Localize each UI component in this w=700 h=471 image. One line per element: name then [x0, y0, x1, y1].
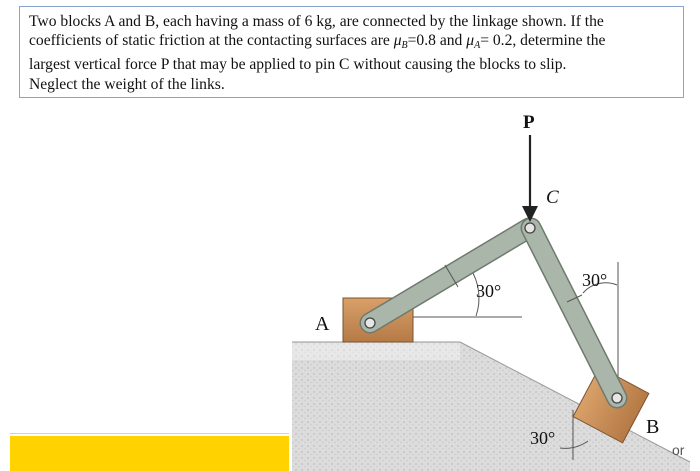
- pin-c: [525, 223, 535, 233]
- mu-a-symbol: μ: [466, 32, 475, 50]
- problem-line-4: Neglect the weight of the links.: [29, 75, 225, 93]
- mu-a-subscript: A: [474, 40, 481, 52]
- force-p-arrow: [522, 135, 538, 222]
- problem-line-1: Two blocks A and B, each having a mass of 6 kg, are connected by the linkage shown. If the: [29, 13, 604, 30]
- angle-link-bc-label: 30°: [582, 270, 608, 290]
- highlight-bar: [10, 436, 289, 471]
- block-b-label: B: [646, 416, 660, 438]
- mu-b-value: =0.8 and: [407, 32, 467, 50]
- problem-line-3: largest vertical force P that may be applied to pin C without causing the blocks to slip.: [29, 56, 567, 74]
- problem-line-2-text: coefficients of static friction at the contacting surfaces are: [29, 32, 394, 50]
- force-p-label: P: [523, 112, 535, 133]
- divider-line: [10, 433, 289, 434]
- mu-b-subscript: B: [401, 40, 408, 52]
- angle-link-ac-label: 30°: [476, 281, 502, 301]
- angle-incline-label: 30°: [530, 428, 556, 448]
- link-ac: [370, 228, 529, 323]
- pin-c-label: C: [546, 187, 559, 208]
- pin-b: [612, 393, 622, 403]
- mu-b-symbol: μ: [393, 32, 402, 50]
- block-a-label: A: [315, 313, 330, 335]
- pin-a: [365, 318, 375, 328]
- mu-a-value: = 0.2, determine the: [480, 32, 606, 50]
- corner-text: or: [672, 442, 685, 458]
- link-bc: [531, 228, 617, 398]
